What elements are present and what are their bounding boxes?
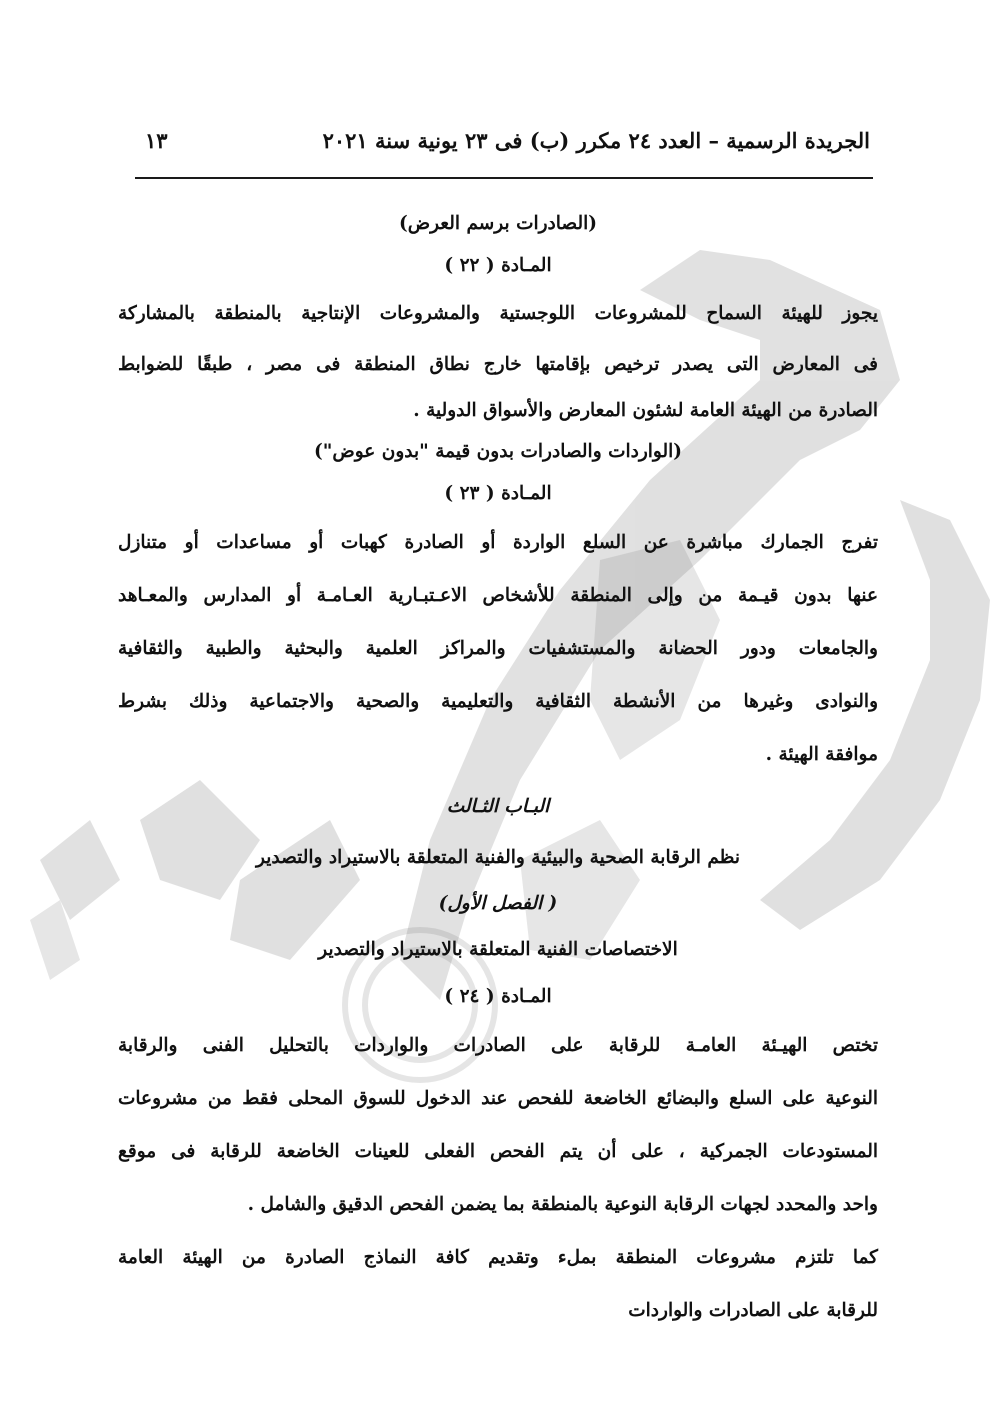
gazette-title: الجريدة الرسمية – العدد ٢٤ مكرر (ب) فى ٢٣ يونية سنة ٢٠٢١	[322, 128, 870, 153]
article-22-heading: المـادة ( ٢٢ )	[444, 255, 552, 276]
page-number: ١٣	[145, 128, 168, 153]
article-23-line-3: والجامعات ودور الحضانة والمستشفيات والمراكز العلمية والبحثية والطبية والثقافية	[118, 638, 878, 659]
document-body	[118, 203, 878, 1337]
heading-free-imports-exports: (الواردات والصادرات بدون قيمة "بدون عوض")	[313, 441, 683, 462]
article-23-line-4: والنوادى وغيرها من الأنشطة الثقافية والتعليمية والصحية والاجتماعية وذلك بشرط	[118, 691, 878, 712]
article-24-line-3: المستودعات الجمركية ، على أن يتم الفحص الفعلى للعينات الخاضعة للرقابة فى موقع	[118, 1141, 878, 1162]
page-header	[135, 128, 870, 168]
article-22-line-3: الصادرة من الهيئة العامة لشئون المعارض والأسواق الدولية .	[413, 400, 878, 421]
article-23-line-2: عنها بدون قيـمة من وإلى المنطقة للأشخاص الاعـتبـارية العـامـة أو المدارس والمعـاهد	[118, 585, 878, 606]
header-divider	[135, 177, 873, 179]
article-22-line-2: فى المعارض التى يصدر ترخيص بإقامتها خارج نطاق المنطقة فى مصر ، طبقًا للضوابط	[118, 354, 878, 375]
article-24-line-1: تختص الهيـئة العامـة للرقابة على الصادرات والواردات بالتحليل الفنى والرقابة	[118, 1035, 878, 1056]
article-24-heading: المـادة ( ٢٤ )	[444, 986, 552, 1007]
article-24-line-4: واحد والمحدد لجهات الرقابة النوعية بالمنطقة بما يضمن الفحص الدقيق والشامل .	[247, 1194, 878, 1215]
article-23-line-1: تفرج الجمارك مباشرة عن السلع الواردة أو الصادرة كهبات أو مساعدات أو متنازل	[118, 532, 878, 553]
section-one-heading: ( الفصل الأول)	[438, 893, 558, 914]
chapter-three-title: نظم الرقابة الصحية والبيئية والفنية المتعلقة بالاستيراد والتصدير	[256, 847, 740, 868]
section-one-title: الاختصاصات الفنية المتعلقة بالاستيراد والتصدير	[318, 939, 678, 960]
article-24-para2-line-1: كما تلتزم مشروعات المنطقة بملء وتقديم كافة النماذج الصادرة من الهيئة العامة	[118, 1247, 878, 1268]
article-24-para2-line-2: للرقابة على الصادرات والواردات	[628, 1300, 878, 1321]
article-24-line-2: النوعية على السلع والبضائع الخاضعة للفحص عند الدخول للسوق المحلى فقط من مشروعات	[118, 1088, 878, 1109]
chapter-three-heading: البـاب الثـالث	[446, 796, 550, 817]
heading-exports-exhibition: (الصادرات برسم العرض)	[398, 213, 598, 234]
article-23-heading: المـادة ( ٢٣ )	[444, 483, 552, 504]
article-23-line-5: موافقة الهيئة .	[765, 744, 878, 765]
article-22-line-1: يجوز للهيئة السماح للمشروعات اللوجستية والمشروعات الإنتاجية بالمنطقة بالمشاركة	[118, 303, 878, 324]
